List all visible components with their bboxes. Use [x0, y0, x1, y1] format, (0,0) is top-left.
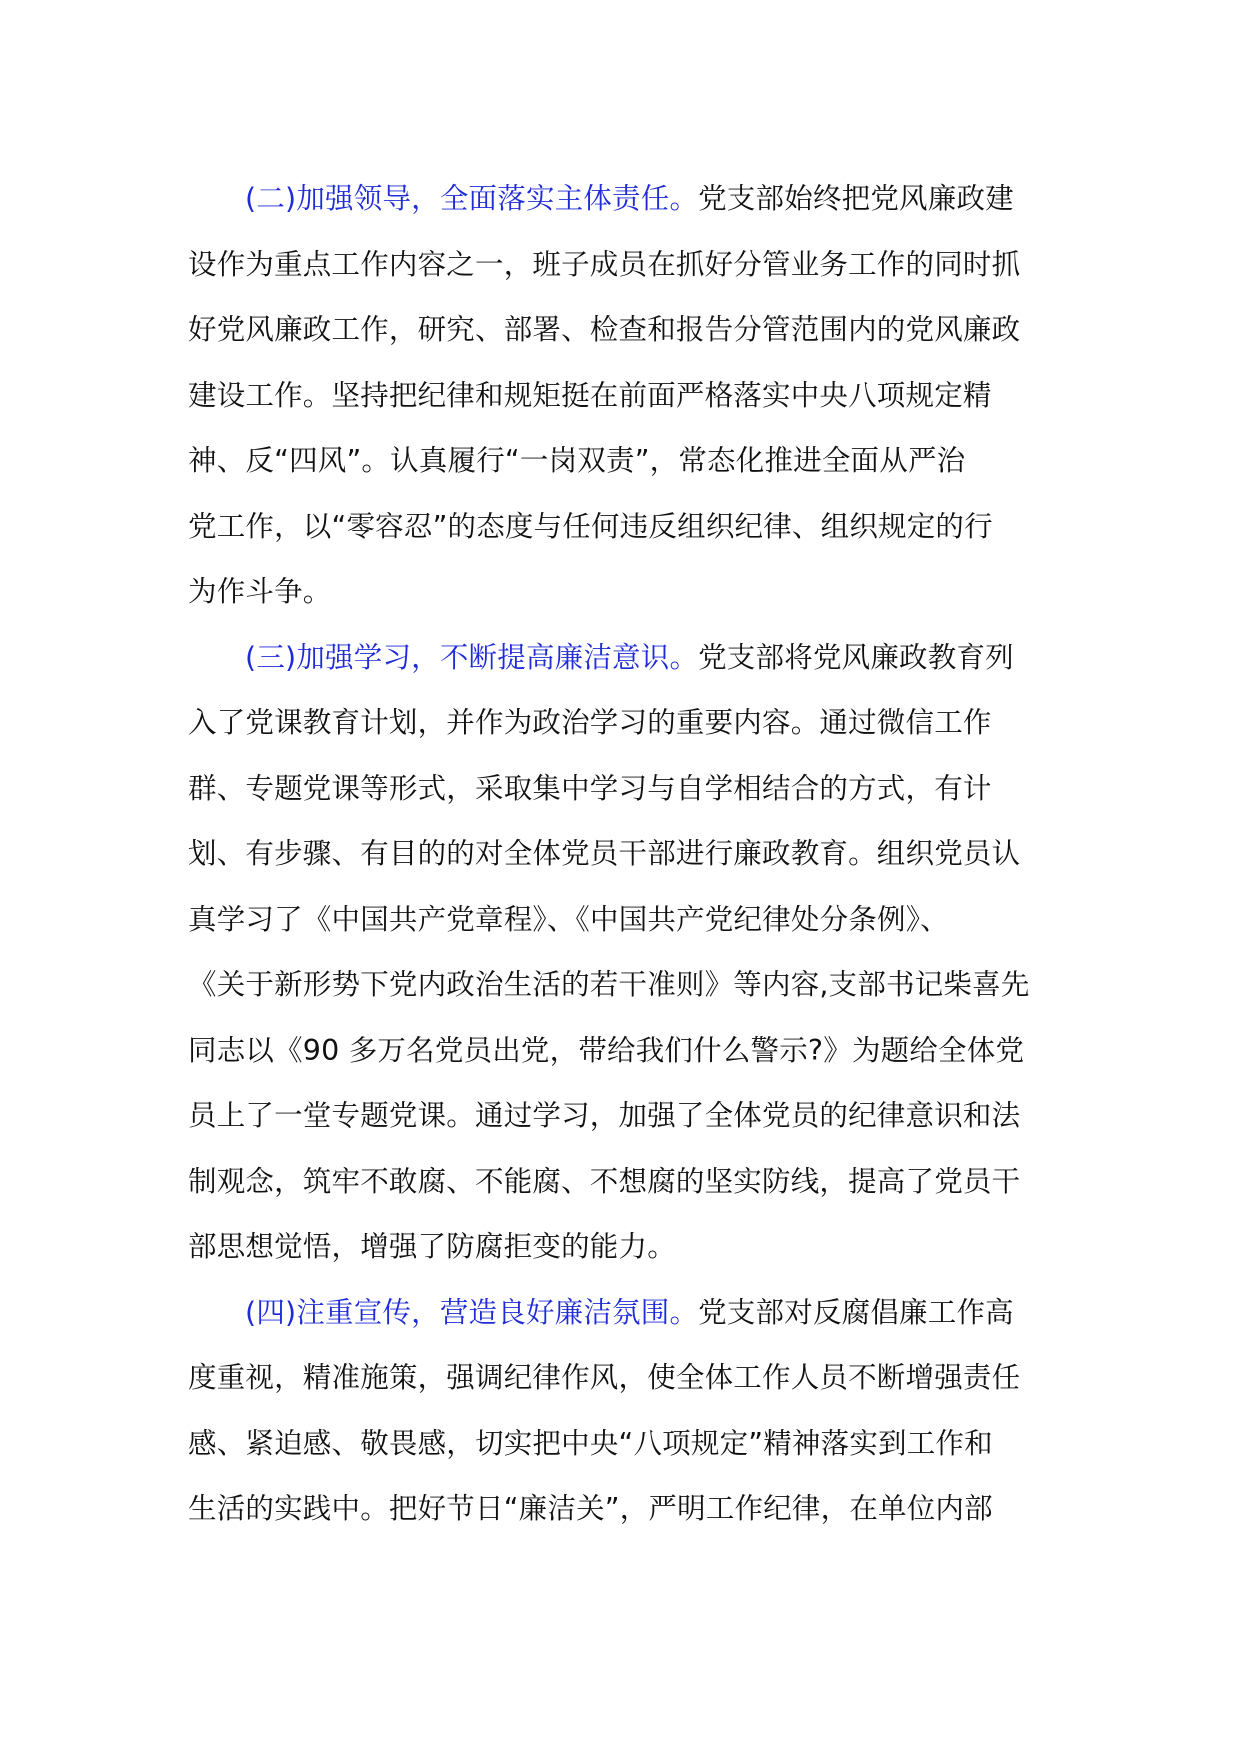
body-text: 党支部对反腐倡廉工作高: [698, 1295, 1014, 1329]
section-heading: (四)注重宣传，营造良好廉洁氛围。: [245, 1295, 699, 1329]
section-heading: (二)加强领导，全面落实主体责任。: [245, 182, 699, 215]
body-line: 度重视，精准施策，强调纪律作风，使全体工作人员不断增强责任: [188, 1361, 1021, 1394]
body-line: 好党风廉政工作，研究、部署、检查和报告分管范围内的党风廉政: [188, 313, 1021, 346]
body-line: 《关于新形势下党内政治生活的若干准则》等内容,支部书记柴喜先: [188, 968, 1030, 1001]
body-line: 为作斗争。: [188, 575, 332, 608]
body-text: 党支部将党风廉政教育列: [698, 640, 1014, 674]
body-line: 设作为重点工作内容之一，班子成员在抓好分管业务工作的同时抓: [188, 247, 1021, 281]
paragraph-first-line: [188, 1280, 1052, 1346]
paragraph-4: [188, 1280, 1052, 1542]
body-line: 建设工作。坚持把纪律和规矩挺在前面严格落实中央八项规定精: [188, 378, 992, 412]
body-line: 入了党课教育计划，并作为政治学习的重要内容。通过微信工作: [188, 706, 992, 739]
section-heading: (三)加强学习，不断提高廉洁意识。: [245, 640, 699, 674]
paragraph-3: [188, 625, 1052, 1280]
paragraph-first-line: [188, 625, 1052, 691]
document-page: [188, 166, 1052, 1542]
body-line: 生活的实践中。把好节日“廉洁关”，严明工作纪律，在单位内部: [188, 1492, 993, 1525]
body-line: 划、有步骤、有目的的对全体党员干部进行廉政教育。组织党员认: [188, 837, 1021, 870]
body-line: 真学习了《中国共产党章程》、《中国共产党纪律处分条例》、: [188, 902, 949, 936]
body-line: 党工作，以“零容忍”的态度与任何违反组织纪律、组织规定的行: [188, 509, 993, 543]
paragraph-2: [188, 166, 1052, 625]
body-line: 制观念，筑牢不敢腐、不能腐、不想腐的坚实防线，提高了党员干: [188, 1164, 1021, 1198]
body-line: 部思想觉悟，增强了防腐拒变的能力。: [188, 1230, 676, 1263]
body-text: 党支部始终把党风廉政建: [698, 182, 1014, 215]
paragraph-first-line: [188, 166, 1052, 232]
body-line: 群、专题党课等形式，采取集中学习与自学相结合的方式，有计: [188, 771, 992, 805]
body-line: 员上了一堂专题党课。通过学习，加强了全体党员的纪律意识和法: [188, 1099, 1021, 1132]
body-line: 感、紧迫感、敬畏感，切实把中央“八项规定”精神落实到工作和: [188, 1426, 993, 1460]
body-line: 神、反“四风”。认真履行“一岗双责”，常态化推进全面从严治: [188, 444, 966, 477]
body-line: 同志以《90 多万名党员出党，带给我们什么警示?》为题给全体党: [188, 1033, 1025, 1067]
